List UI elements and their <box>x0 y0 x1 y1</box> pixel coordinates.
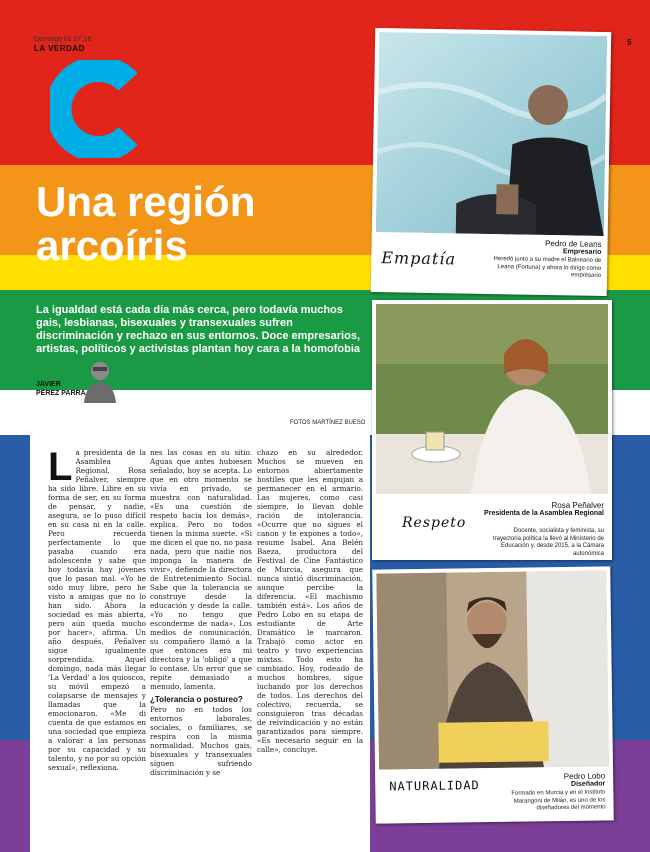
photo-pedro-lobo <box>376 570 609 769</box>
headline-line-1: Una región <box>36 178 256 225</box>
column-1-text: a presidenta de la Asamblea Regional, Rosa Peñalver, siempre ha sido libre. Libre en su forma de ser, en su forma de pensar, y nadie, asegura, se lo puso difícil en su casa ni en la calle. Pero recuerda perfectamente lo que pasaba cuando era adolescente y sabe que hoy todavía hay jóvenes que lo pasan mal. «Yo he sido muy libre, pero he visto a amigas que no lo han sido. Ahora la sociedad es más abierta, pero aún queda mucho por hacer», afirma. Un año después, Peñalver sigue igualmente sorprendida. Aquel domingo, nada más llegar 'La Verdad' a los quioscos, su móvil empezó a colapsarse de mensajes y llamadas que la emocionaron. «Me di cuenta de que estamos en una sociedad que empieza a valorar a las personas por su capacidad y su talento, y no por su opción sexual», reflexiona. <box>48 448 146 772</box>
headline <box>36 180 376 268</box>
feature-role: Presidenta de la Asamblea Regional <box>484 510 604 517</box>
feature-card-pedro-de-leans <box>371 28 612 296</box>
feature-role: Empresario <box>562 248 602 256</box>
section-subtitle: ¿Tolerancia o postureo? <box>150 695 243 704</box>
feature-card-rosa-penalver <box>372 300 612 560</box>
feature-bio: Heredó junto a su madre el Balneario de Leana (Fortuna) y ahora lo dirige como empresario <box>493 256 602 279</box>
column-2b-text: Pero no en todos los entornos laborales, sociales, o familiares, se respira con la misma normalidad. Muchos gais, bisexuales y transexuales siguen sufriendo discriminación y se <box>150 705 252 777</box>
subheadline: La igualdad está cada día más cerca, pero todavía muchos gais, lesbianas, bisexuales y transexuales sufren discriminación y rechazo en sus entornos. Doce empresarios, artistas, políticos y activistas plantan hoy cara a la homofobia <box>36 304 361 355</box>
photo-pedro-de-leans <box>376 32 607 236</box>
feature-name: Pedro Lobo <box>563 771 606 782</box>
signature-pedro-de-leans: Empatía <box>381 248 457 269</box>
author-first-name: JAVIER <box>36 381 61 388</box>
feature-bio: Docente, socialista y feminista, su trayectoria política la llevó al Ministerio de Educación y, desde 2015, a la Cámara autonómica <box>492 528 604 557</box>
feature-name: Pedro de Leans <box>545 238 602 249</box>
page-number: 5 <box>627 38 632 47</box>
signature-pedro-lobo: NATURALIDAD <box>389 778 480 794</box>
column-3-text: chazo en su alrededor. Muchos se mueven en entornos abiertamente hostiles que les empujan a permanecer en el armario. Las mujeres, como casi siempre, lo llevan doble ración de intolerancia. «Ocurre que no sigues el canon y te expones a todo», resume Isabel. Ana Belén Baeza, productora del Festival de Cine Fantástico de Murcia, asegura que nunca sintió discriminación, aunque percibe la diferencia. «El machismo también está». Los años de Pedro Lobo en su etapa de estudiante de Arte Dramático le marcaron. Trabajó como actor en teatro y tuvo experiencias mixtas. Todo esto ha cambiado. Hoy, rodeado de muchos hombres, sigue luchando por los derechos de todos. Los derechos del colectivo, recuerda, se consiguieron tras décadas de reivindicación y no están garantizados para siempre. «Es necesario seguir en la calle», concluye. <box>257 448 363 754</box>
feature-card-pedro-lobo <box>372 566 614 823</box>
article-column-1 <box>48 448 146 838</box>
author-byline <box>36 380 86 398</box>
author-last-name: PÉREZ PARRA <box>36 390 86 397</box>
author-portrait <box>80 357 120 403</box>
article-column-2 <box>150 448 252 838</box>
signature-rosa-penalver: Respeto <box>402 515 467 531</box>
dateline: Domingo 01.07.18 <box>34 36 92 43</box>
headline-line-2: arcoíris <box>36 222 188 269</box>
dropcap: L <box>48 448 73 489</box>
column-2-text: nes las cosas en su sitio. Aguas que antes hubiesen señalado, hoy se acepta. Lo que en otro momento se vivía en privado, se muestra con naturalidad. «Es una cuestión de respeto hacia los demás», explica. Pero no todos tienen la misma suerte. «Si me dicen el que no, no pasa nada, pero que nadie nos imponga la manera de vivir», defiende la directora de Entretenimiento Social. Sabe que la tolerancia se construye desde la educación y desde la calle. «Yo no tengo que esconderme de nada». Los medios de comunicación, su compañero llamó a la que entonces era mi directora y la 'obligó' a que lo contase. Un error que se repite demasiado a menudo, lamenta. <box>150 448 252 691</box>
newspaper-brand: LA VERDAD <box>34 44 85 53</box>
photo-credit: FOTOS MARTÍNEZ BUESO <box>290 420 366 426</box>
photo-rosa-penalver <box>376 304 608 494</box>
article-column-3 <box>257 448 363 838</box>
feature-role: Diseñador <box>570 780 606 788</box>
feature-name: Rosa Peñalver <box>551 501 604 510</box>
section-c-logo <box>50 60 138 158</box>
feature-bio: Formado en Murcia y en el Instituto Marangoni de Milán, es uno de los diseñadores del momento <box>511 789 606 812</box>
